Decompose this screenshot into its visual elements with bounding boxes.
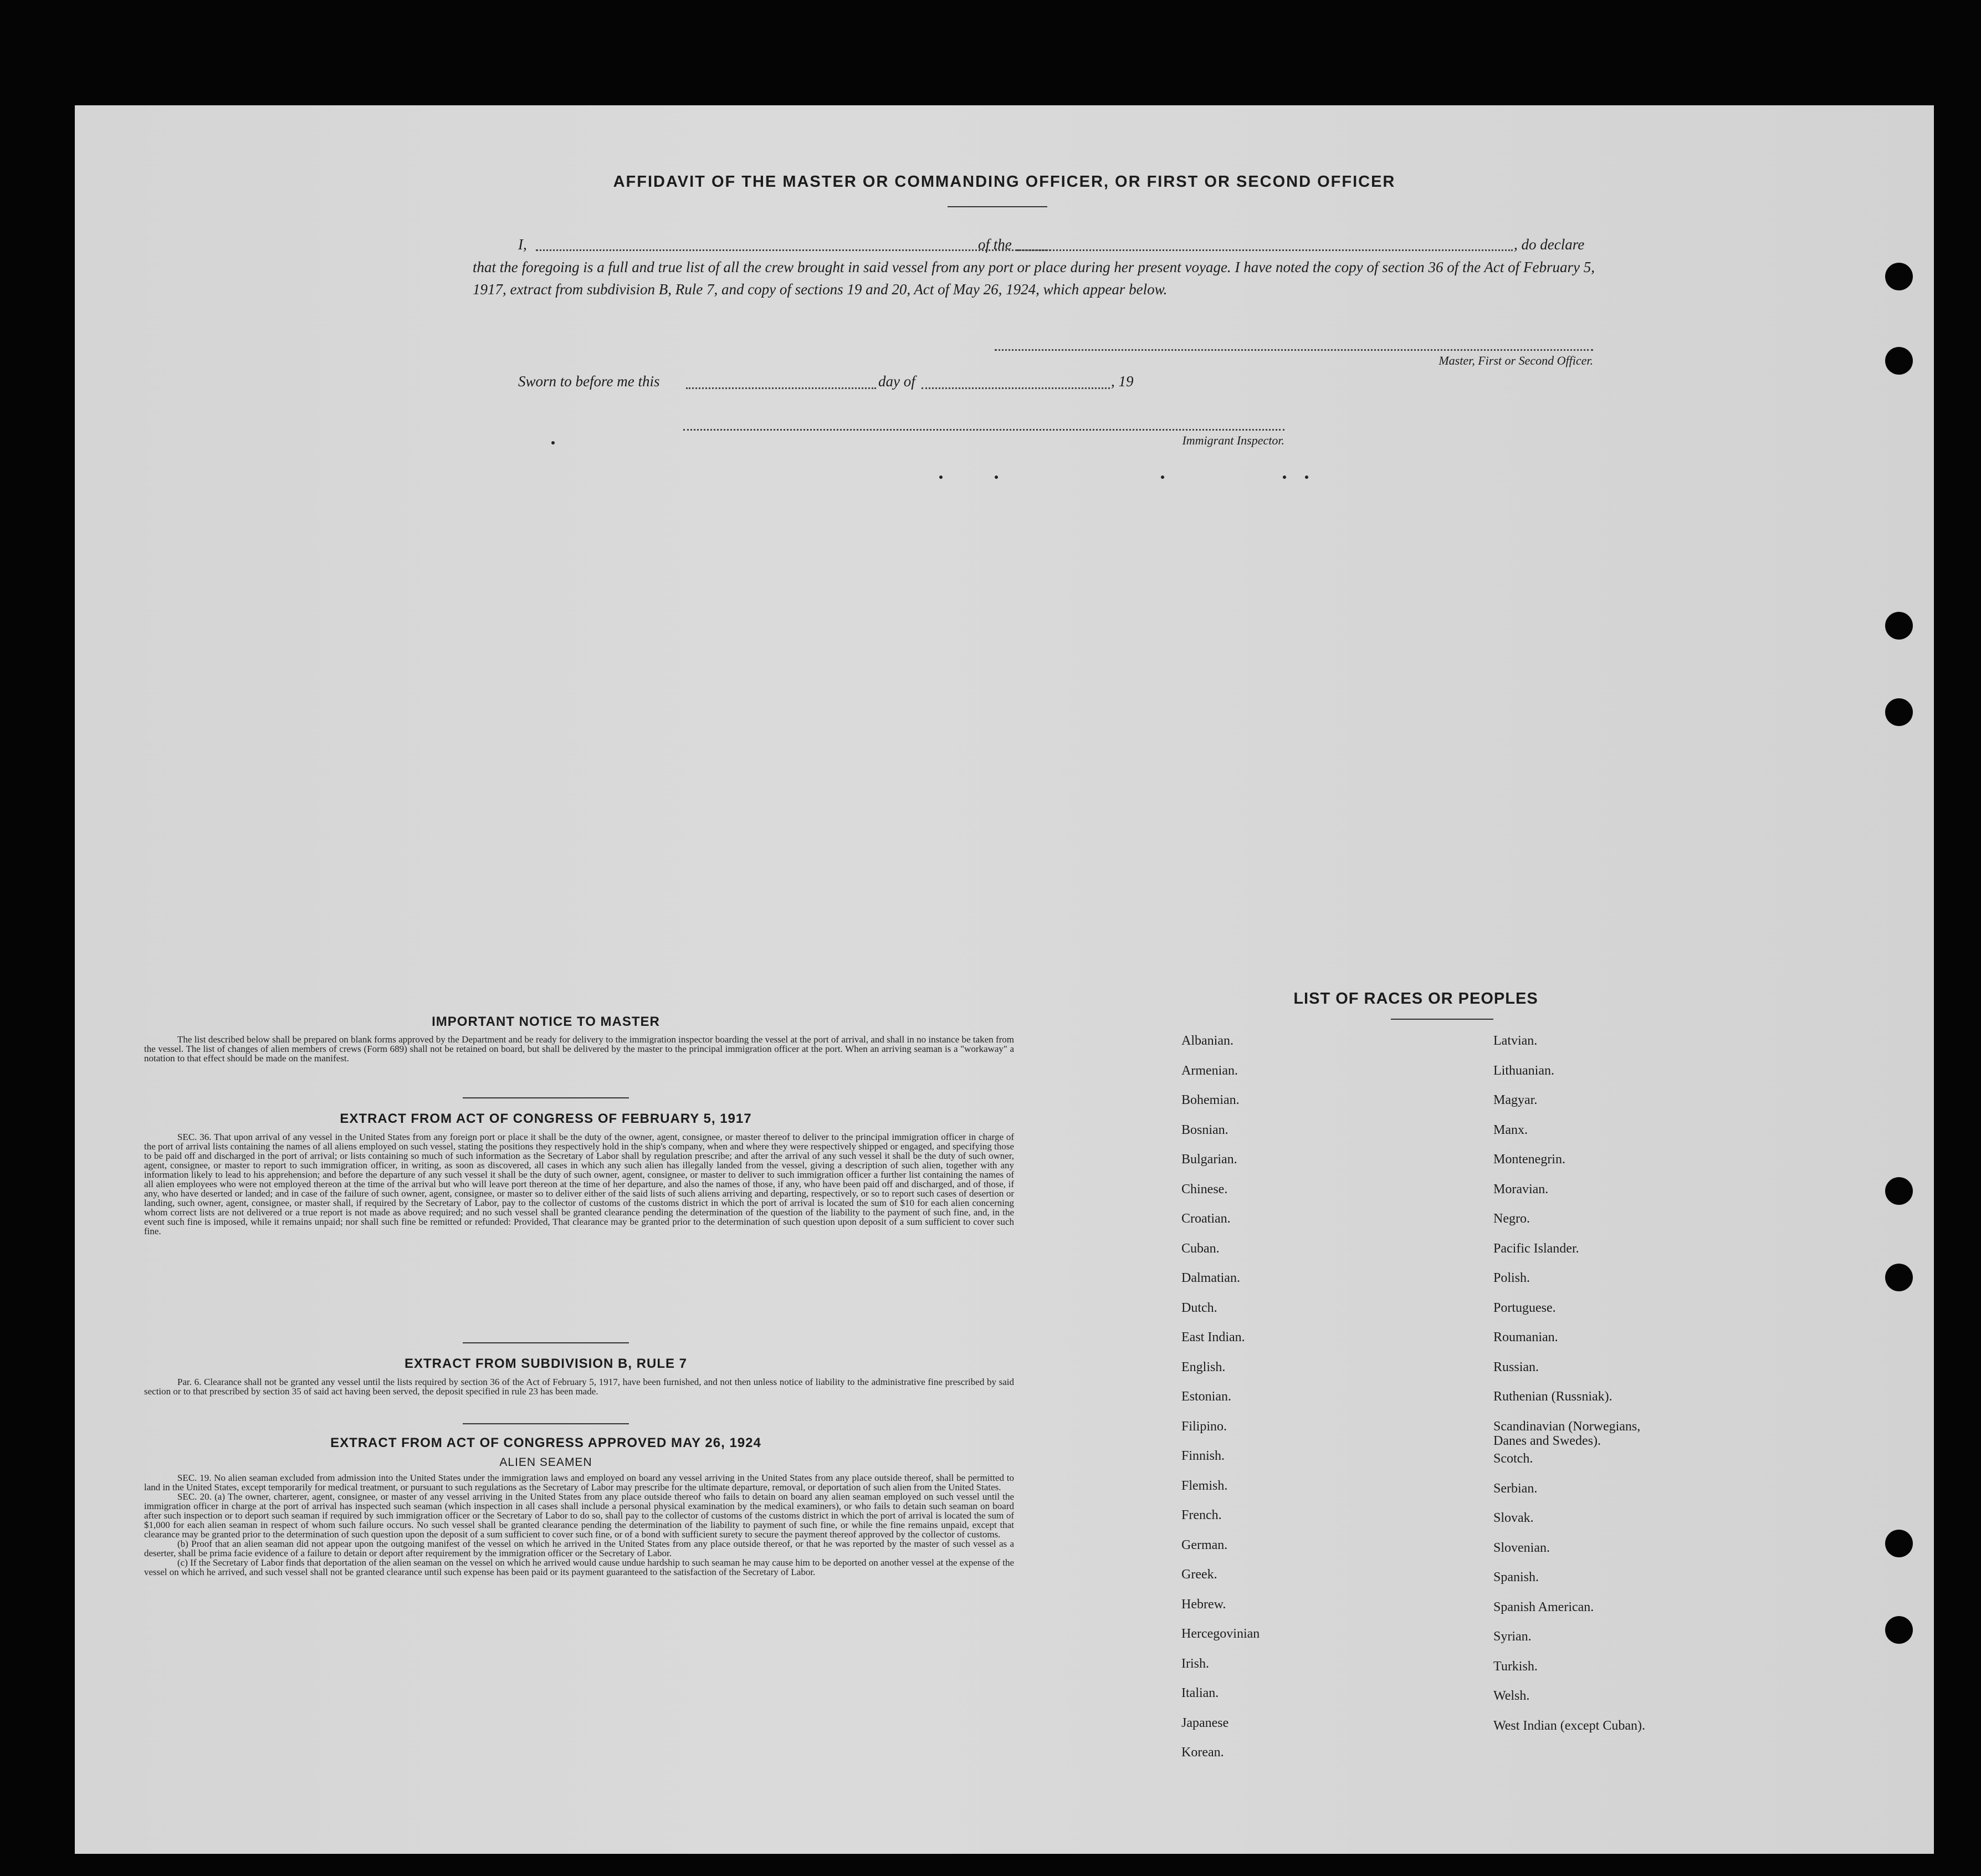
divider-3 [463, 1423, 629, 1424]
race-item: Negro. [1493, 1212, 1530, 1226]
race-item: French. [1181, 1508, 1222, 1522]
speck [551, 441, 555, 444]
race-item: Pacific Islander. [1493, 1241, 1579, 1256]
race-item: Korean. [1181, 1745, 1224, 1760]
extract-1924-title: EXTRACT FROM ACT OF CONGRESS APPROVED MAY 26, 1924 [330, 1435, 761, 1450]
race-item: English. [1181, 1359, 1226, 1374]
i-label: I, [518, 236, 527, 253]
speck [1161, 476, 1164, 479]
sec-20a-paragraph: SEC. 20. (a) The owner, charterer, agent, consignee, or master of any vessel arriving in the United States from any place outside thereof who fails to detain on board any alien seaman employed on such vessel until the immigration officer in charge at the port of arrival has inspected such seaman (which inspection in all cases shall include a personal physical examination by the medical examiners), or who fails to detain such seaman on board after such inspection or to deport such seaman if required by such immigration officer or the Secretary of Labor to do so, shall pay to the collector of customs of the customs district in which the port of arrival is located the sum of $1,000 for each alien seaman in respect of whom such failure occurs. No such vessel shall be granted clearance pending the determination of the liability to payment of such fine, or while the fine remains unpaid, except that clearance may be granted prior to the determination of such question upon the deposit of a sum sufficient to cover such fine, or of a bond with sufficient surety to secure the payment thereof approved by the collector of customs. [144, 1491, 1014, 1540]
sec-20b-paragraph: (b) Proof that an alien seaman did not appear upon the outgoing manifest of the vessel on which he arrived in the United States from any place outside thereof, or that he was reported by the master of such vessel as a deserter, shall be prima facie evidence of a failure to detain or deport after requirement by the immigration officer or the Secretary of Labor. [144, 1538, 1014, 1558]
race-item: Bosnian. [1181, 1122, 1228, 1137]
race-item: Albanian. [1181, 1034, 1233, 1048]
race-item: Greek. [1181, 1567, 1217, 1582]
race-item: Portuguese. [1493, 1300, 1556, 1315]
speck [1305, 476, 1308, 479]
race-item: Scotch. [1493, 1451, 1533, 1466]
sworn-label: Sworn to before me this [518, 373, 660, 390]
race-item: Scandinavian (Norwegians, Danes and Swedes). [1493, 1419, 1641, 1448]
sworn-month-blank[interactable] [922, 387, 1110, 389]
divider-1 [463, 1097, 629, 1098]
race-item: Magyar. [1493, 1093, 1538, 1107]
do-declare-label: , do declare [1514, 236, 1585, 253]
race-item: Roumanian. [1493, 1330, 1558, 1345]
vessel-blank[interactable] [1017, 249, 1513, 251]
race-item: Croatian. [1181, 1212, 1231, 1226]
race-item: Slovenian. [1493, 1540, 1550, 1555]
sec-36-paragraph: SEC. 36. That upon arrival of any vessel in the United States from any foreign port or place it shall be the duty of the owner, agent, consignee, or master thereof to deliver to the principal immigration officer in charge of the port of arrival lists containing the names of all aliens employed on such vessel, stating the positions they respectively hold in the ship's company, when and where they were respectively shipped or engaged, and specifying those to be paid off and discharged in the port of arrival; or lists containing so much of such information as the Secretary of Labor shall by regulation prescribe; and after the arrival of any such vessel it shall be the duty of such owner, agent, consignee, or master to report to such immigration officer, in writing, as soon as discovered, all cases in which any such alien has illegally landed from the vessel, giving a description of such alien, together with any information likely to lead to his apprehension; and before the departure of any such vessel it shall be the duty of such owner, agent, consignee, or master to deliver to such immigration officer a further list containing the names of all alien employees who were not employed thereon at the time of the arrival but who will leave port thereon at the time of her departure, and also the names of those, if any, who have been paid off and discharged, and of those, if any, who have deserted or landed; and in case of the failure of such owner, agent, consignee, or master so to deliver either of the said lists of such aliens arriving and departing, respectively, or so to report such cases of desertion or landing, such owner, agent, consignee, or master shall, if required by the Secretary of Labor, pay to the collector of customs of the customs district in which the port of arrival is located the sum of $10 for each alien concerning whom correct lists are not delivered or a true report is not made as above required; and no such vessel shall be granted clearance pending the determination of the question of the liability to the payment of such fine, and, in the event such fine is imposed, while it remains unpaid; nor shall such fine be remitted or refunded: Provided, That clearance may be granted prior to the determination of such question upon deposit of a sum sufficient to cover such fine. [144, 1132, 1014, 1236]
binder-hole [1885, 1264, 1913, 1291]
binder-hole [1885, 263, 1913, 290]
race-item: Moravian. [1493, 1182, 1549, 1197]
race-item: German. [1181, 1537, 1228, 1552]
binder-hole [1885, 1177, 1913, 1205]
year-label: , 19 [1111, 373, 1134, 390]
race-item: Latvian. [1493, 1034, 1538, 1048]
race-item: Dutch. [1181, 1300, 1217, 1315]
inspector-signature-caption: Immigrant Inspector. [1182, 433, 1284, 447]
of-the-label: of the [978, 236, 1012, 253]
extract-1917-title: EXTRACT FROM ACT OF CONGRESS OF FEBRUARY 5, 1917 [340, 1111, 752, 1126]
par-6-paragraph: Par. 6. Clearance shall not be granted any vessel until the lists required by section 36 of the Act of February 5, 1917, have been furnished, and not then unless notice of liability to the administrative fine prescribed by said section or to that prescribed by section 35 of said act having been served, the deposit specified in rule 23 has been made. [144, 1377, 1014, 1397]
race-item: Chinese. [1181, 1182, 1228, 1197]
race-item: Bulgarian. [1181, 1152, 1237, 1167]
race-item: Dalmatian. [1181, 1271, 1240, 1285]
race-item: Hercegovinian [1181, 1627, 1260, 1641]
name-blank[interactable] [536, 249, 1051, 251]
race-item: Finnish. [1181, 1449, 1225, 1463]
day-of-label: day of [878, 373, 915, 390]
race-item: Montenegrin. [1493, 1152, 1565, 1167]
inspector-signature-line[interactable] [683, 429, 1284, 431]
divider-2 [463, 1342, 629, 1343]
race-item: Russian. [1493, 1359, 1539, 1374]
sec-20c-paragraph: (c) If the Secretary of Labor finds that deportation of the alien seaman on the vessel on which he arrived would cause undue hardship to such seaman he may cause him to be deported on another vessel at the expense of the vessel on which he arrived, and such vessel shall not be granted clearance until such expense has been paid or its payment guaranteed to the satisfaction of the Secretary of Labor. [144, 1557, 1014, 1577]
race-item: Polish. [1493, 1271, 1530, 1285]
notice-title: IMPORTANT NOTICE TO MASTER [432, 1014, 660, 1029]
race-item: Spanish American. [1493, 1599, 1594, 1614]
binder-hole [1885, 698, 1913, 726]
binder-hole [1885, 1616, 1913, 1644]
race-item: Bohemian. [1181, 1093, 1240, 1107]
sworn-day-blank[interactable] [686, 387, 876, 389]
binder-hole [1885, 612, 1913, 640]
binder-hole [1885, 1530, 1913, 1557]
binder-hole [1885, 347, 1913, 375]
speck [995, 476, 998, 479]
races-divider [1391, 1019, 1493, 1020]
race-item: Turkish. [1493, 1659, 1538, 1674]
race-item: Welsh. [1493, 1689, 1530, 1704]
race-item: Armenian. [1181, 1063, 1238, 1078]
affidavit-body: that the foregoing is a full and true list of all the crew brought in said vessel from any port or place during her present voyage. I have noted the copy of section 36 of the Act of February 5, 1917, extract from subdivision B, Rule 7, and copy of sections 19 and 20, Act of May 26, 1924, which appear below. [473, 259, 1595, 298]
race-item: Syrian. [1493, 1629, 1532, 1644]
document-page [75, 105, 1934, 1854]
speck [1283, 476, 1286, 479]
race-item: West Indian (except Cuban). [1493, 1718, 1645, 1733]
race-item: Estonian. [1181, 1389, 1231, 1404]
race-item: Serbian. [1493, 1481, 1538, 1496]
extract-1917-body [144, 1132, 1014, 1236]
race-item: Ruthenian (Russniak). [1493, 1389, 1613, 1404]
rule-7-title: EXTRACT FROM SUBDIVISION B, RULE 7 [404, 1356, 688, 1371]
races-title: LIST OF RACES OR PEOPLES [1293, 990, 1538, 1008]
race-item: Flemish. [1181, 1478, 1228, 1493]
race-item: Hebrew. [1181, 1597, 1226, 1612]
alien-seamen-subtitle: ALIEN SEAMEN [499, 1456, 592, 1469]
notice-body [144, 1035, 1014, 1063]
master-signature-caption: Master, First or Second Officer. [1439, 354, 1593, 367]
race-item: Filipino. [1181, 1419, 1227, 1434]
race-item: Spanish. [1493, 1570, 1539, 1585]
rule-7-body [144, 1377, 1014, 1396]
master-signature-line[interactable] [995, 349, 1593, 351]
sec-19-paragraph: SEC. 19. No alien seaman excluded from admission into the United States under the immigration laws and employed on board any vessel arriving in the United States from any place outside thereof, shall be permitted to land in the United States, except temporarily for medical treatment, or pursuant to such regulations as the Secretary of Labor may prescribe for the ultimate departure, removal, or deportation of such alien from the United States. [144, 1473, 1014, 1492]
speck [939, 476, 943, 479]
race-item: Slovak. [1493, 1511, 1534, 1526]
race-item: Manx. [1493, 1122, 1528, 1137]
race-item: East Indian. [1181, 1330, 1245, 1345]
affidavit-title: AFFIDAVIT OF THE MASTER OR COMMANDING OFFICER, OR FIRST OR SECOND OFFICER [613, 173, 1396, 191]
extract-1924-body [144, 1473, 1014, 1577]
race-item: Lithuanian. [1493, 1063, 1554, 1078]
race-item: Cuban. [1181, 1241, 1220, 1256]
title-divider [948, 206, 1047, 207]
race-item: Japanese [1181, 1715, 1229, 1730]
notice-paragraph: The list described below shall be prepared on blank forms approved by the Department and be ready for delivery to the immigration inspector boarding the vessel at the port of arrival, and shall in no instance be taken from the vessel. The list of changes of alien members of crews (Form 689) shall not be retained on board, but shall be delivered by the master to the principal immigration officer at the port. When an arriving seaman is a "workaway" a notation to that effect should be made on the manifest. [144, 1034, 1014, 1064]
race-item: Italian. [1181, 1686, 1219, 1700]
race-item: Irish. [1181, 1656, 1209, 1671]
